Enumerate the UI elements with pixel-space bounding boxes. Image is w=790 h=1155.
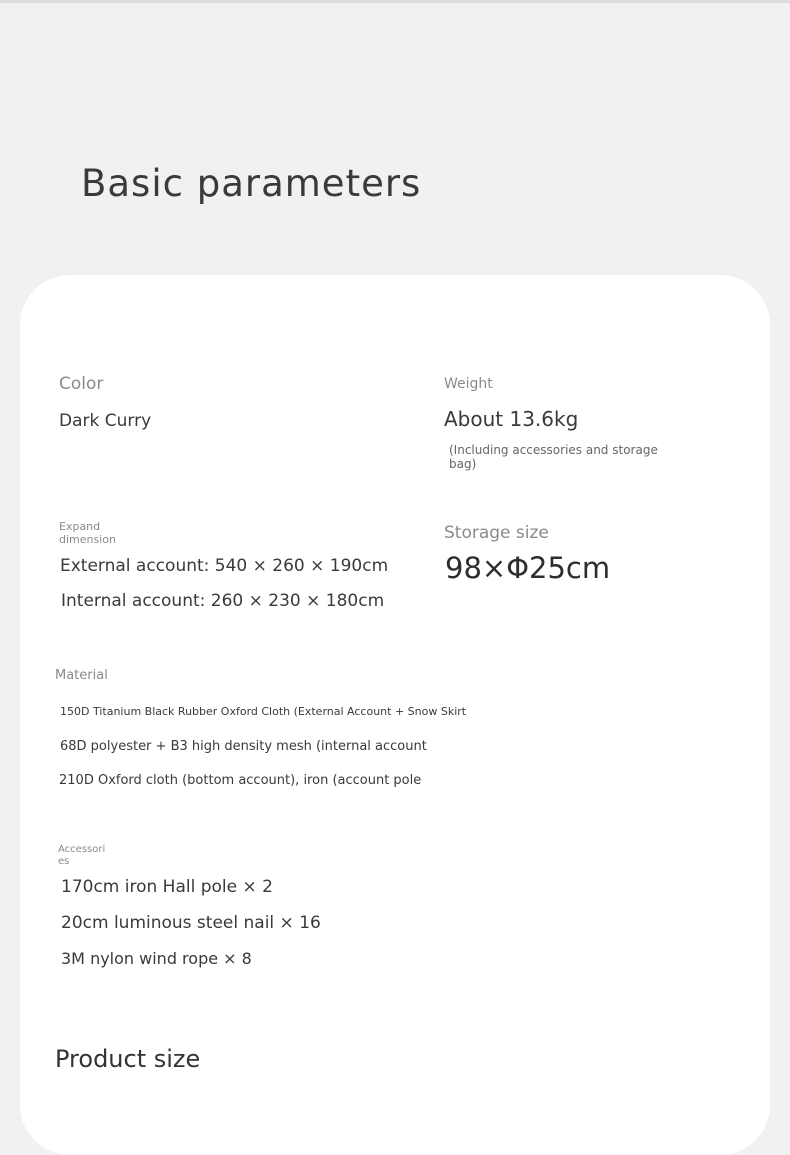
product-size-title: Product size	[55, 1045, 201, 1073]
weight-label: Weight	[444, 376, 493, 392]
weight-value: About 13.6kg	[444, 407, 579, 431]
color-label: Color	[59, 374, 104, 394]
material-item-1: 150D Titanium Black Rubber Oxford Cloth (External Account + Snow Skirt	[60, 705, 467, 718]
storage-size-label: Storage size	[444, 523, 549, 543]
expand-dimension-label: Expand dimension	[59, 520, 116, 546]
storage-size-value: 98×Φ25cm	[445, 551, 611, 585]
weight-note: (Including accessories and storage bag)	[449, 443, 658, 471]
material-label: Material	[55, 668, 108, 683]
accessory-item-1: 170cm iron Hall pole × 2	[61, 877, 273, 897]
top-divider	[0, 0, 790, 3]
external-dimension: External account: 540 × 260 × 190cm	[60, 556, 389, 576]
material-item-2: 68D polyester + B3 high density mesh (internal account	[60, 739, 427, 754]
page-title: Basic parameters	[81, 162, 422, 205]
internal-dimension: Internal account: 260 × 230 × 180cm	[61, 591, 385, 611]
accessory-item-2: 20cm luminous steel nail × 16	[61, 913, 321, 933]
parameters-card	[20, 275, 770, 1155]
material-item-3: 210D Oxford cloth (bottom account), iron (account pole	[59, 773, 422, 788]
color-value: Dark Curry	[59, 411, 152, 431]
accessory-item-3: 3M nylon wind rope × 8	[61, 949, 252, 968]
accessories-label: Accessories	[58, 844, 106, 867]
